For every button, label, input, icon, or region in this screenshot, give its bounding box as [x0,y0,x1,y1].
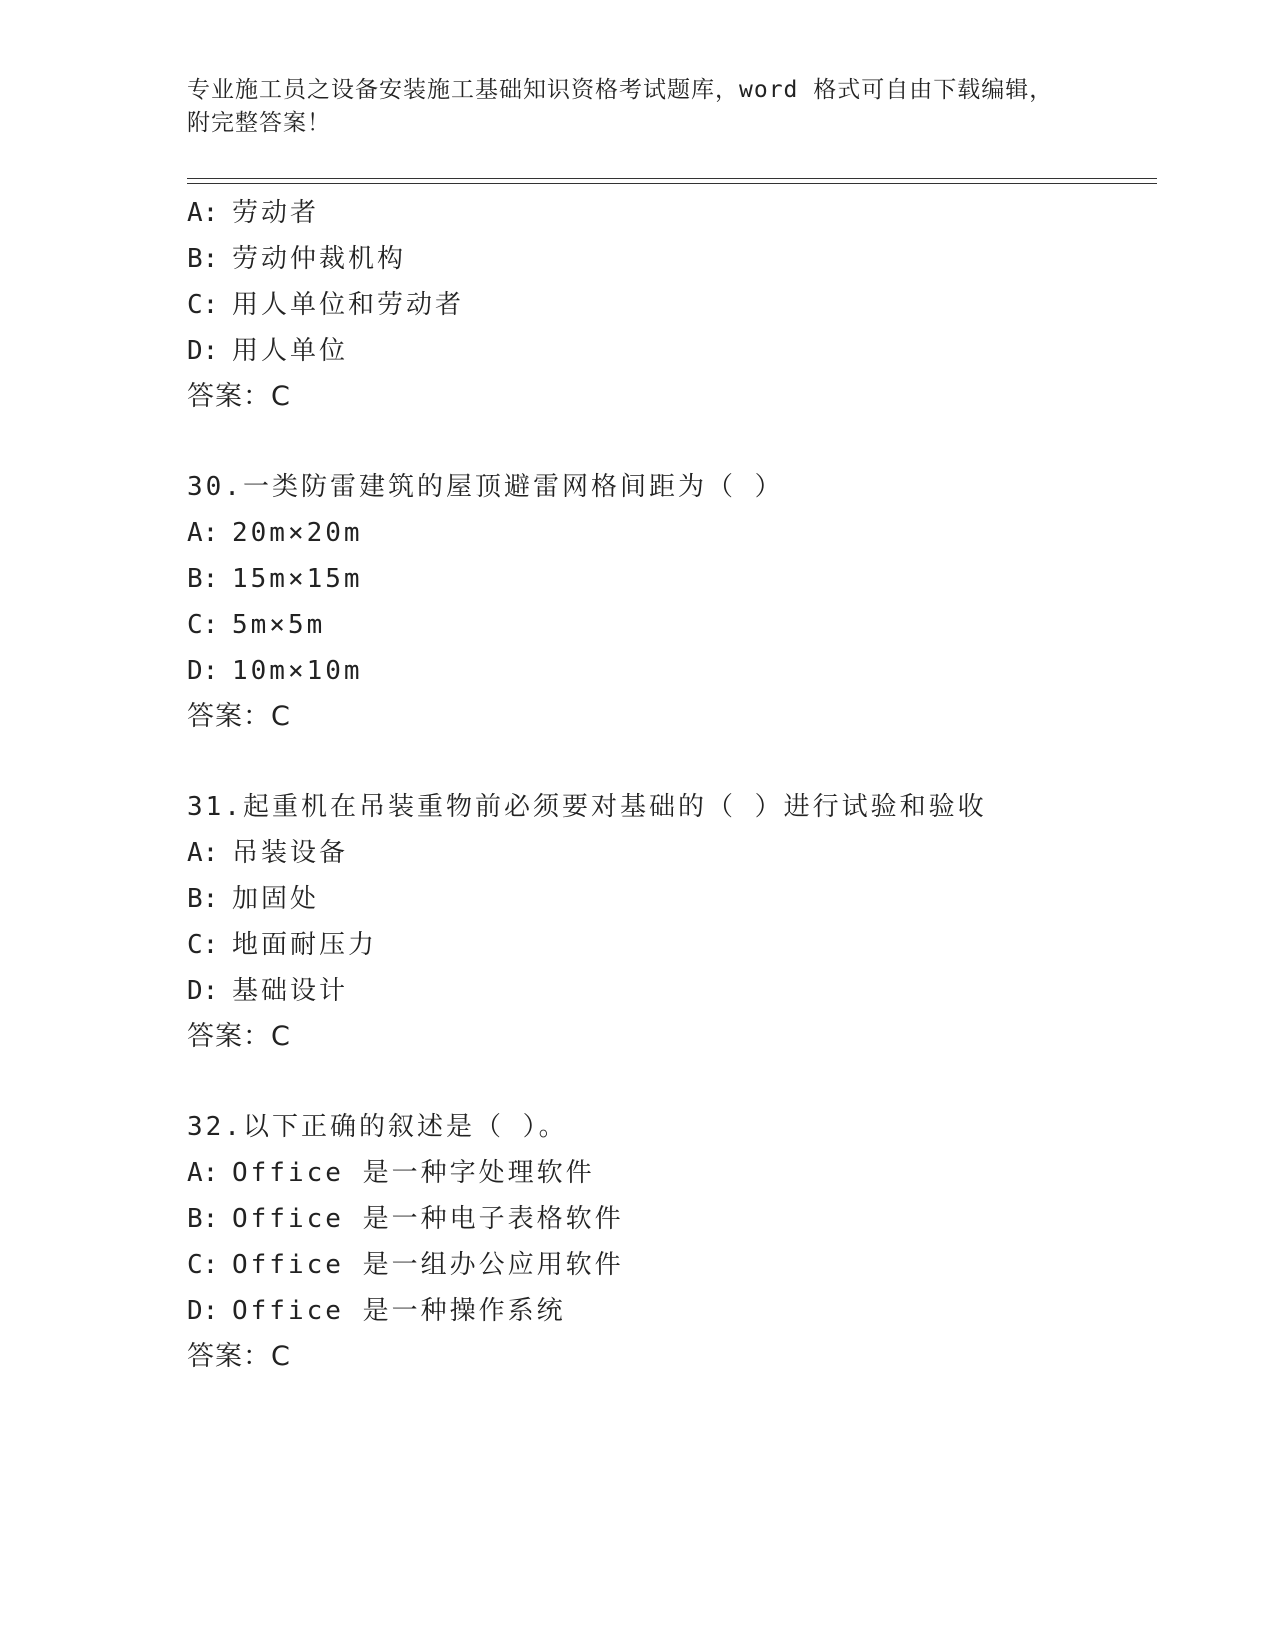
option-d [187,328,1187,374]
option-label: A: [187,1158,219,1188]
option-text: 用人单位 [232,336,349,366]
option-text: Office 是一种字处理软件 [232,1158,595,1188]
option-label: D: [187,336,219,366]
header-divider-bottom [187,183,1157,184]
question-block [187,784,1187,1060]
option-a [187,830,1187,876]
answer-line: 答案：C [187,1341,291,1372]
option-b [187,236,1187,282]
question-block [187,464,1187,740]
option-text: 劳动仲裁机构 [232,244,407,274]
option-b [187,1196,1187,1242]
option-d [187,968,1187,1014]
option-text: 吊装设备 [232,838,349,868]
option-text: 15m×15m [232,564,363,594]
option-text: 20m×20m [232,518,363,548]
option-text: Office 是一种操作系统 [232,1296,566,1326]
option-label: C: [187,290,219,320]
answer-line: 答案：C [187,701,291,732]
answer-line: 答案：C [187,381,291,412]
option-text: 5m×5m [232,610,326,640]
option-label: A: [187,198,219,228]
option-label: C: [187,610,219,640]
option-a [187,1150,1187,1196]
option-text: 劳动者 [232,198,320,228]
option-text: Office 是一种电子表格软件 [232,1204,624,1234]
option-b [187,556,1187,602]
option-text: Office 是一组办公应用软件 [232,1250,624,1280]
option-c [187,1242,1187,1288]
option-text: 用人单位和劳动者 [232,290,465,320]
header-line-2: 附完整答案！ [187,110,331,136]
option-label: B: [187,884,219,914]
option-d [187,648,1187,694]
option-label: B: [187,564,219,594]
option-c [187,602,1187,648]
document-header [187,74,1087,140]
option-label: D: [187,1296,219,1326]
option-label: D: [187,976,219,1006]
option-d [187,1288,1187,1334]
option-label: C: [187,1250,219,1280]
option-b [187,876,1187,922]
option-label: B: [187,1204,219,1234]
option-text: 基础设计 [232,976,349,1006]
option-c [187,922,1187,968]
header-divider-top [187,178,1157,179]
option-text: 加固处 [232,884,320,914]
question-block [187,1104,1187,1380]
option-text: 地面耐压力 [232,930,378,960]
question-block [187,190,1187,420]
question-text: 30.一类防雷建筑的屋顶避雷网格间距为（ ） [187,472,784,502]
option-label: A: [187,518,219,548]
question-text: 31.起重机在吊装重物前必须要对基础的（ ）进行试验和验收 [187,792,987,822]
option-a [187,190,1187,236]
option-a [187,510,1187,556]
option-label: A: [187,838,219,868]
question-list [187,190,1187,1424]
option-label: C: [187,930,219,960]
header-line-1: 专业施工员之设备安装施工基础知识资格考试题库，word 格式可自由下载编辑， [187,77,1054,103]
answer-line: 答案：C [187,1021,291,1052]
option-label: B: [187,244,219,274]
option-label: D: [187,656,219,686]
option-c [187,282,1187,328]
option-text: 10m×10m [232,656,363,686]
question-text: 32.以下正确的叙述是（ ）。 [187,1112,568,1142]
